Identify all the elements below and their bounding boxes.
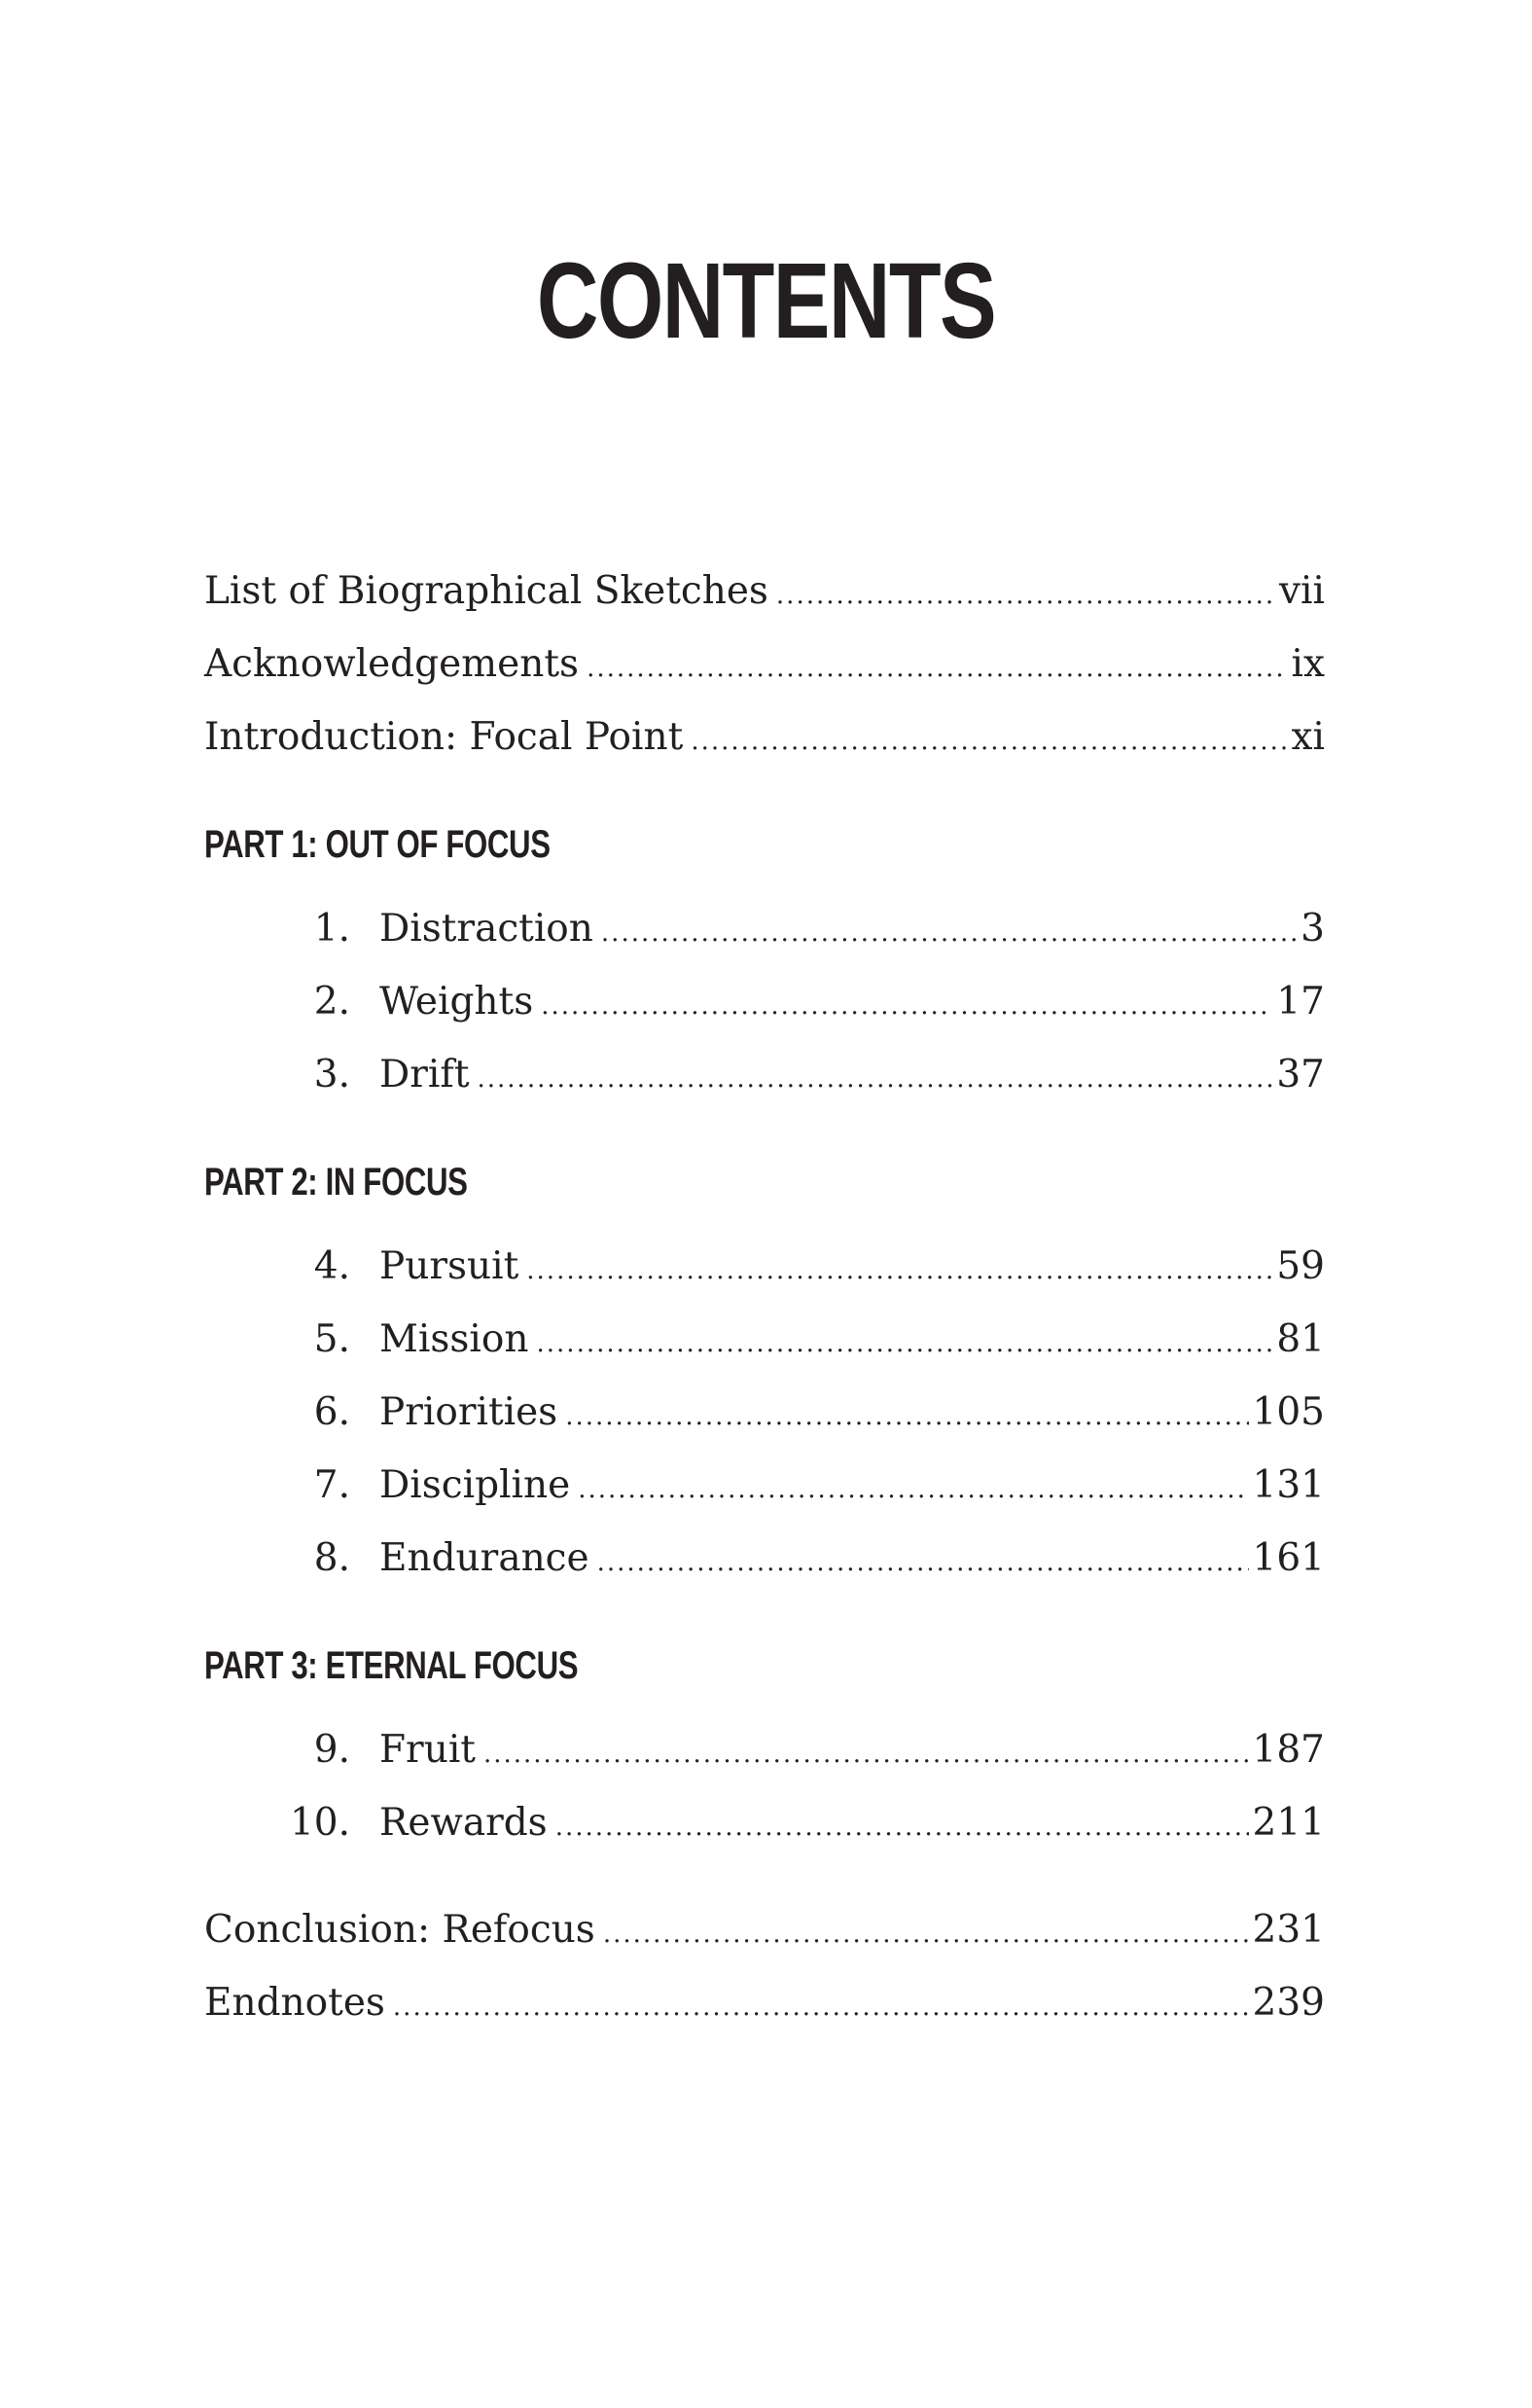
toc-entry-label: Endnotes [204,1981,385,2025]
toc-entry-label: Acknowledgements [204,642,580,686]
toc-chapter-rewards[interactable] [284,1794,1325,1852]
toc-entry-introduction[interactable] [204,708,1325,767]
dot-leader [691,712,1287,771]
toc-chapter-fruit[interactable] [284,1721,1325,1779]
chapter-number: 3. [313,1053,350,1096]
chapter-page: 161 [1252,1536,1325,1580]
dot-leader [603,1905,1249,1963]
chapter-number: 7. [313,1463,350,1507]
chapter-page: 3 [1300,907,1325,951]
chapter-page: 187 [1252,1728,1325,1772]
toc-chapter-weights[interactable] [284,973,1325,1031]
dot-leader [578,1460,1248,1519]
dot-leader [776,566,1275,625]
chapter-title: Discipline [379,1463,571,1507]
toc-entry-label: List of Biographical Sketches [204,569,768,613]
page-title: CONTENTS [536,241,996,361]
toc-entry-page: xi [1291,715,1325,759]
dot-leader [483,1725,1249,1783]
part-3-heading: PART 3: ETERNAL FOCUS [204,1644,579,1687]
chapter-title: Mission [379,1317,529,1361]
toc-chapter-distraction[interactable] [284,900,1325,958]
toc-chapter-mission[interactable] [284,1311,1325,1369]
chapter-title: Pursuit [379,1244,519,1288]
chapter-page: 17 [1276,980,1325,1024]
chapter-title: Fruit [379,1728,476,1772]
chapter-page: 131 [1252,1463,1325,1507]
toc-entry-label: Introduction: Focal Point [204,715,684,759]
dot-leader [541,977,1272,1035]
dot-leader [478,1050,1273,1108]
chapter-number: 1. [313,907,350,951]
chapter-title: Distraction [379,907,593,951]
dot-leader [393,1978,1249,2036]
toc-entry-acknowledgements[interactable] [204,635,1325,694]
chapter-page: 105 [1252,1390,1325,1434]
dot-leader [565,1387,1248,1446]
dot-leader [601,904,1297,962]
chapter-number: 6. [313,1390,350,1434]
chapter-page: 81 [1276,1317,1325,1361]
toc-entry-page: 231 [1252,1908,1325,1952]
chapter-number: 5. [313,1317,350,1361]
toc-entry-label: Conclusion: Refocus [204,1908,595,1952]
chapter-page: 59 [1276,1244,1325,1288]
chapter-title: Rewards [379,1801,548,1845]
part-1-heading: PART 1: OUT OF FOCUS [204,823,551,866]
toc-entry-page: 239 [1252,1981,1325,2025]
dot-leader [555,1798,1249,1856]
toc-entry-page: ix [1291,642,1325,686]
part-2-heading: PART 2: IN FOCUS [204,1161,468,1204]
toc-entry-conclusion[interactable] [204,1901,1325,1959]
chapter-title: Priorities [379,1390,558,1434]
dot-leader [587,639,1287,698]
chapter-number: 2. [313,980,350,1024]
chapter-title: Drift [379,1053,470,1096]
chapter-number: 8. [313,1536,350,1580]
chapter-page: 211 [1252,1801,1325,1845]
chapter-title: Weights [379,980,534,1024]
chapter-title: Endurance [379,1536,589,1580]
toc-entry-biographical-sketches[interactable] [204,562,1325,621]
toc-chapter-priorities[interactable] [284,1384,1325,1442]
toc-chapter-endurance[interactable] [284,1529,1325,1588]
chapter-number: 10. [289,1801,350,1845]
chapter-number: 4. [313,1244,350,1288]
toc-entry-page: vii [1279,569,1325,613]
toc-chapter-discipline[interactable] [284,1456,1325,1515]
chapter-number: 9. [313,1728,350,1772]
dot-leader [597,1533,1249,1592]
toc-chapter-pursuit[interactable] [284,1238,1325,1296]
dot-leader [537,1314,1273,1373]
toc-chapter-drift[interactable] [284,1046,1325,1104]
chapter-page: 37 [1276,1053,1325,1096]
toc-entry-endnotes[interactable] [204,1974,1325,2032]
dot-leader [526,1241,1272,1300]
